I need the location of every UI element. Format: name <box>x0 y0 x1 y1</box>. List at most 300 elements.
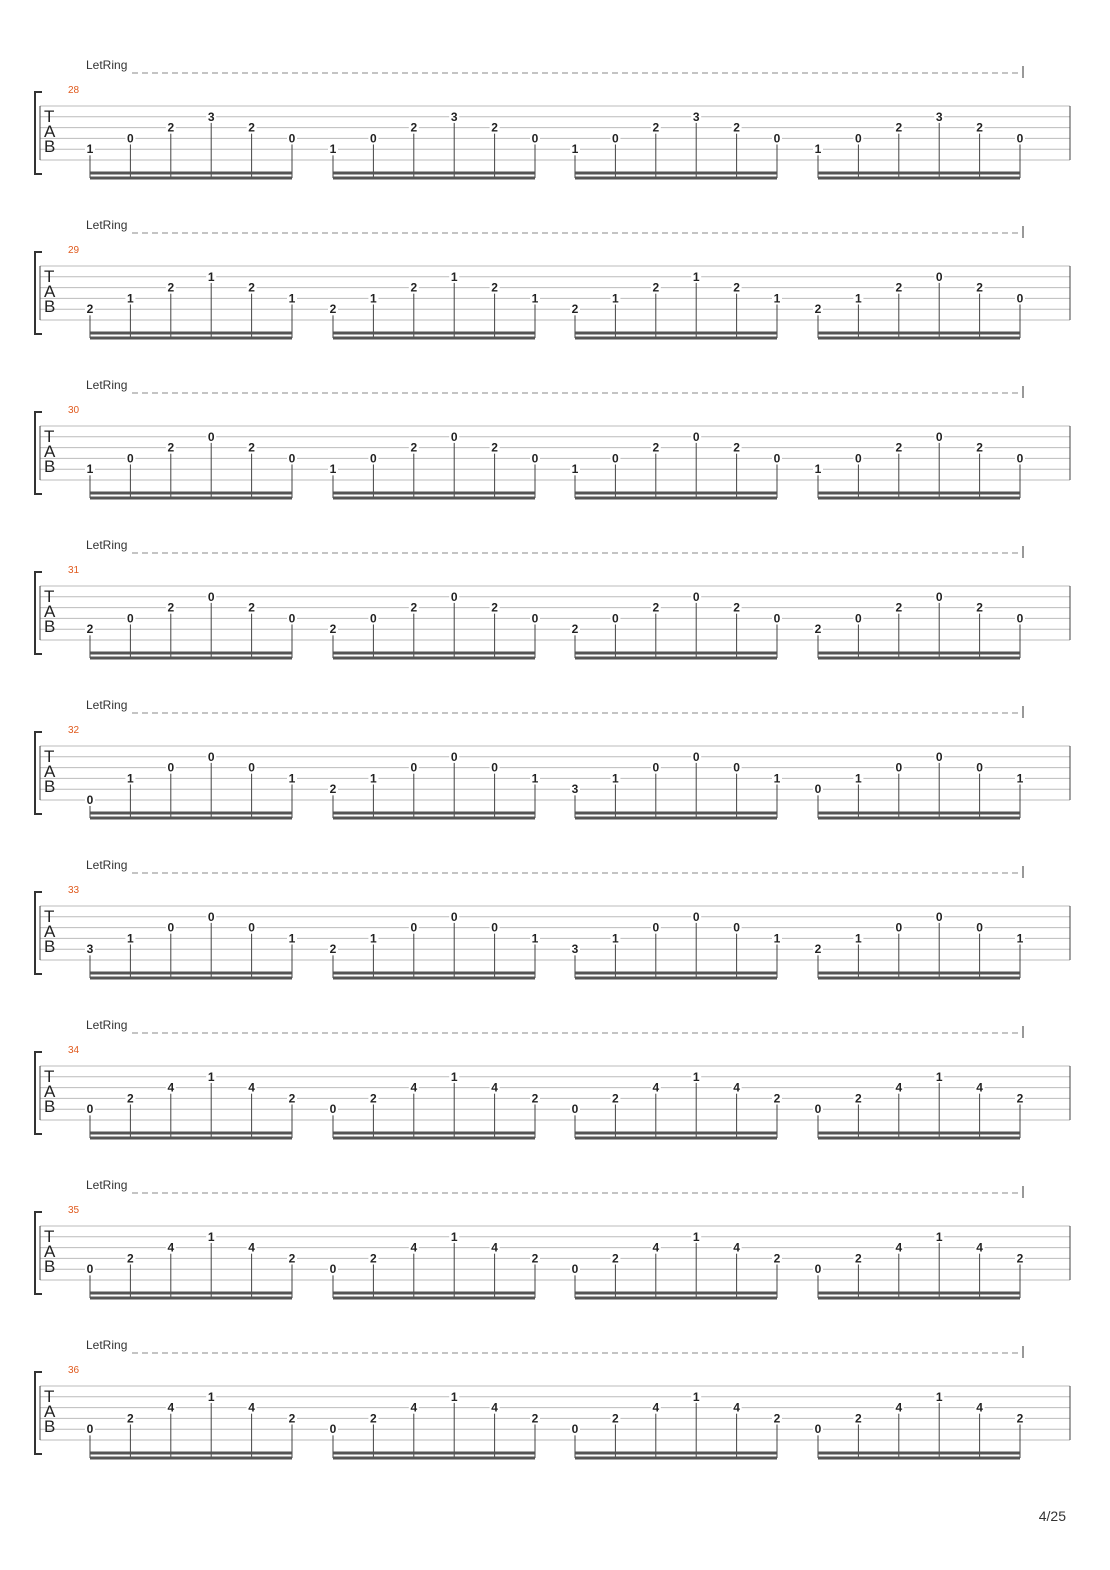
fret-number: 0 <box>329 1262 337 1277</box>
fret-number: 2 <box>733 440 740 455</box>
fret-number: 0 <box>86 1422 94 1437</box>
fret-number: 0 <box>935 429 943 444</box>
fret-number: 0 <box>491 920 498 935</box>
fret-number: 0 <box>692 909 700 924</box>
measure-number: 29 <box>68 245 80 256</box>
let-ring-label: LetRing <box>86 58 128 72</box>
system-bracket <box>35 572 42 654</box>
beam <box>575 1292 777 1295</box>
tab-clef-letter: T <box>44 1067 55 1086</box>
beam <box>818 492 1020 495</box>
fret-number: 1 <box>1016 931 1024 946</box>
page-number: 4/25 <box>1038 1508 1066 1524</box>
beam <box>333 657 535 660</box>
fret-number: 1 <box>288 931 296 946</box>
tab-clef-letter: T <box>44 107 55 126</box>
fret-number: 0 <box>127 611 134 626</box>
tab-clef-letter: T <box>44 1227 55 1246</box>
fret-number: 0 <box>1016 451 1024 466</box>
tab-system <box>0 698 1110 858</box>
fret-number: 4 <box>652 1400 660 1415</box>
tab-clef-letter: T <box>44 267 55 286</box>
beam <box>818 1132 1020 1135</box>
fret-number: 2 <box>814 622 822 637</box>
measure-number: 36 <box>68 1365 80 1376</box>
fret-number: 2 <box>329 622 337 637</box>
beam <box>818 812 1020 815</box>
beam <box>333 172 535 175</box>
fret-number: 0 <box>450 429 458 444</box>
tab-clef-letter: B <box>44 457 56 476</box>
beam <box>818 977 1020 980</box>
tab-staff <box>0 1018 1110 1178</box>
fret-number: 1 <box>450 269 458 284</box>
beam <box>818 657 1020 660</box>
beam <box>818 177 1020 180</box>
fret-number: 0 <box>531 131 539 146</box>
beam <box>333 1452 535 1455</box>
fret-number: 1 <box>207 269 215 284</box>
beam <box>575 1132 777 1135</box>
let-ring-label: LetRing <box>86 218 128 232</box>
fret-number: 2 <box>652 600 660 615</box>
let-ring-label: LetRing <box>86 1338 128 1352</box>
beam <box>575 497 777 500</box>
fret-number: 0 <box>1016 611 1024 626</box>
system-bracket <box>35 252 42 334</box>
fret-number: 0 <box>370 131 377 146</box>
fret-number: 4 <box>976 1400 983 1415</box>
fret-number: 1 <box>612 931 619 946</box>
fret-number: 1 <box>288 291 296 306</box>
beam <box>333 1132 535 1135</box>
fret-number: 4 <box>167 1240 175 1255</box>
tab-clef-letter: A <box>44 1082 56 1101</box>
fret-number: 2 <box>410 120 418 135</box>
fret-number: 1 <box>127 931 134 946</box>
tab-clef-letter: A <box>44 602 56 621</box>
fret-number: 4 <box>733 1400 740 1415</box>
beam <box>90 1132 292 1135</box>
fret-number: 0 <box>814 782 822 797</box>
fret-number: 2 <box>1016 1091 1024 1106</box>
fret-number: 3 <box>935 109 943 124</box>
fret-number: 0 <box>370 611 377 626</box>
beam <box>90 1292 292 1295</box>
fret-number: 0 <box>814 1102 822 1117</box>
tab-system <box>0 378 1110 538</box>
fret-number: 2 <box>571 302 579 317</box>
fret-number: 2 <box>976 440 983 455</box>
beam <box>333 177 535 180</box>
fret-number: 2 <box>855 1091 862 1106</box>
tab-staff <box>0 378 1110 538</box>
fret-number: 0 <box>450 909 458 924</box>
let-ring-label: LetRing <box>86 1018 128 1032</box>
fret-number: 0 <box>692 429 700 444</box>
beam <box>575 812 777 815</box>
beam <box>575 817 777 820</box>
measure-number: 32 <box>68 725 80 736</box>
fret-number: 0 <box>248 760 255 775</box>
fret-number: 1 <box>571 462 579 477</box>
fret-number: 0 <box>773 451 781 466</box>
fret-number: 1 <box>773 291 781 306</box>
fret-number: 1 <box>450 1229 458 1244</box>
beam <box>333 1457 535 1460</box>
fret-number: 1 <box>86 462 94 477</box>
beam <box>90 1137 292 1140</box>
tab-system <box>0 1018 1110 1178</box>
fret-number: 0 <box>571 1262 579 1277</box>
fret-number: 1 <box>288 771 296 786</box>
measure-number: 33 <box>68 885 80 896</box>
tab-system <box>0 538 1110 698</box>
tab-clef-letter: B <box>44 1417 56 1436</box>
fret-number: 2 <box>248 120 255 135</box>
tab-system <box>0 858 1110 1018</box>
beam <box>333 812 535 815</box>
fret-number: 1 <box>370 291 377 306</box>
fret-number: 3 <box>571 942 579 957</box>
beam <box>333 1297 535 1300</box>
fret-number: 0 <box>692 749 700 764</box>
fret-number: 0 <box>855 611 862 626</box>
tab-clef-letter: A <box>44 442 56 461</box>
beam <box>90 172 292 175</box>
fret-number: 2 <box>855 1251 862 1266</box>
system-bracket <box>35 1212 42 1294</box>
beam <box>575 1457 777 1460</box>
fret-number: 0 <box>127 451 134 466</box>
fret-number: 0 <box>935 749 943 764</box>
fret-number: 2 <box>329 942 337 957</box>
fret-number: 4 <box>410 1400 418 1415</box>
tab-clef-letter: A <box>44 922 56 941</box>
fret-number: 1 <box>329 462 337 477</box>
fret-number: 2 <box>814 302 822 317</box>
fret-number: 2 <box>248 440 255 455</box>
fret-number: 2 <box>491 440 498 455</box>
fret-number: 1 <box>370 931 377 946</box>
fret-number: 4 <box>491 1240 498 1255</box>
fret-number: 1 <box>692 1229 700 1244</box>
fret-number: 2 <box>773 1411 781 1426</box>
beam <box>818 1297 1020 1300</box>
fret-number: 4 <box>491 1080 498 1095</box>
fret-number: 4 <box>167 1080 175 1095</box>
beam <box>90 652 292 655</box>
fret-number: 0 <box>167 920 175 935</box>
beam <box>333 332 535 335</box>
tab-staff <box>0 1178 1110 1338</box>
fret-number: 0 <box>531 451 539 466</box>
fret-number: 0 <box>895 920 903 935</box>
fret-number: 2 <box>976 120 983 135</box>
beam <box>333 977 535 980</box>
tab-clef-letter: A <box>44 282 56 301</box>
tab-system <box>0 1178 1110 1338</box>
fret-number: 4 <box>491 1400 498 1415</box>
system-bracket <box>35 412 42 494</box>
fret-number: 0 <box>1016 131 1024 146</box>
fret-number: 3 <box>571 782 579 797</box>
fret-number: 2 <box>531 1251 539 1266</box>
fret-number: 2 <box>733 120 740 135</box>
tab-clef-letter: A <box>44 122 56 141</box>
fret-number: 4 <box>733 1240 740 1255</box>
tab-system <box>0 58 1110 218</box>
fret-number: 0 <box>855 131 862 146</box>
fret-number: 4 <box>652 1080 660 1095</box>
tab-staff <box>0 1338 1110 1498</box>
fret-number: 2 <box>86 622 94 637</box>
fret-number: 2 <box>895 280 903 295</box>
beam <box>90 812 292 815</box>
measure-number: 34 <box>68 1045 80 1056</box>
tab-clef-letter: T <box>44 907 55 926</box>
fret-number: 2 <box>370 1091 377 1106</box>
fret-number: 3 <box>86 942 94 957</box>
beam <box>818 332 1020 335</box>
fret-number: 2 <box>976 280 983 295</box>
beam <box>818 652 1020 655</box>
fret-number: 1 <box>855 291 862 306</box>
tab-staff <box>0 858 1110 1018</box>
fret-number: 0 <box>288 131 296 146</box>
fret-number: 2 <box>612 1251 619 1266</box>
beam <box>90 492 292 495</box>
fret-number: 0 <box>612 611 619 626</box>
beam <box>90 817 292 820</box>
fret-number: 1 <box>692 1069 700 1084</box>
fret-number: 2 <box>248 280 255 295</box>
tab-clef-letter: B <box>44 297 56 316</box>
tab-clef-letter: A <box>44 1242 56 1261</box>
fret-number: 1 <box>127 771 134 786</box>
fret-number: 2 <box>773 1091 781 1106</box>
fret-number: 1 <box>692 269 700 284</box>
beam <box>818 972 1020 975</box>
fret-number: 0 <box>814 1262 822 1277</box>
fret-number: 2 <box>248 600 255 615</box>
fret-number: 1 <box>450 1069 458 1084</box>
system-bracket <box>35 92 42 174</box>
fret-number: 0 <box>207 429 215 444</box>
fret-number: 2 <box>895 120 903 135</box>
tab-system <box>0 1338 1110 1498</box>
fret-number: 0 <box>612 451 619 466</box>
beam <box>90 337 292 340</box>
fret-number: 0 <box>571 1102 579 1117</box>
fret-number: 1 <box>207 1229 215 1244</box>
fret-number: 2 <box>410 440 418 455</box>
fret-number: 1 <box>450 1389 458 1404</box>
fret-number: 2 <box>895 600 903 615</box>
fret-number: 0 <box>652 760 660 775</box>
fret-number: 2 <box>491 280 498 295</box>
fret-number: 0 <box>773 611 781 626</box>
fret-number: 2 <box>531 1091 539 1106</box>
fret-number: 0 <box>207 909 215 924</box>
tab-clef-letter: T <box>44 747 55 766</box>
fret-number: 0 <box>935 269 943 284</box>
fret-number: 1 <box>531 291 539 306</box>
fret-number: 1 <box>86 142 94 157</box>
fret-number: 4 <box>895 1240 903 1255</box>
fret-number: 4 <box>410 1080 418 1095</box>
beam <box>333 972 535 975</box>
fret-number: 0 <box>935 589 943 604</box>
fret-number: 2 <box>370 1251 377 1266</box>
fret-number: 2 <box>288 1411 296 1426</box>
fret-number: 2 <box>773 1251 781 1266</box>
fret-number: 3 <box>207 109 215 124</box>
beam <box>818 1457 1020 1460</box>
system-bracket <box>35 732 42 814</box>
fret-number: 0 <box>612 131 619 146</box>
fret-number: 4 <box>652 1240 660 1255</box>
fret-number: 0 <box>935 909 943 924</box>
fret-number: 0 <box>855 451 862 466</box>
fret-number: 0 <box>733 760 740 775</box>
tab-clef-letter: B <box>44 617 56 636</box>
beam <box>575 652 777 655</box>
fret-number: 0 <box>167 760 175 775</box>
fret-number: 2 <box>329 782 337 797</box>
fret-number: 1 <box>531 931 539 946</box>
fret-number: 0 <box>127 131 134 146</box>
fret-number: 2 <box>652 120 660 135</box>
beam <box>818 497 1020 500</box>
measure-number: 35 <box>68 1205 80 1216</box>
fret-number: 0 <box>248 920 255 935</box>
beam <box>818 172 1020 175</box>
fret-number: 0 <box>410 760 418 775</box>
tab-staff <box>0 218 1110 378</box>
fret-number: 1 <box>329 142 337 157</box>
let-ring-label: LetRing <box>86 1178 128 1192</box>
beam <box>575 492 777 495</box>
fret-number: 2 <box>288 1091 296 1106</box>
fret-number: 0 <box>814 1422 822 1437</box>
fret-number: 2 <box>127 1411 134 1426</box>
beam <box>333 497 535 500</box>
fret-number: 0 <box>288 451 296 466</box>
fret-number: 0 <box>652 920 660 935</box>
fret-number: 0 <box>976 760 983 775</box>
fret-number: 2 <box>571 622 579 637</box>
fret-number: 3 <box>450 109 458 124</box>
fret-number: 1 <box>207 1389 215 1404</box>
fret-number: 0 <box>1016 291 1024 306</box>
fret-number: 4 <box>733 1080 740 1095</box>
fret-number: 0 <box>410 920 418 935</box>
fret-number: 0 <box>329 1102 337 1117</box>
fret-number: 2 <box>370 1411 377 1426</box>
let-ring-label: LetRing <box>86 378 128 392</box>
fret-number: 1 <box>935 1069 943 1084</box>
fret-number: 4 <box>248 1080 255 1095</box>
beam <box>333 1137 535 1140</box>
measure-number: 31 <box>68 565 80 576</box>
fret-number: 0 <box>773 131 781 146</box>
fret-number: 2 <box>652 280 660 295</box>
fret-number: 2 <box>733 600 740 615</box>
fret-number: 2 <box>410 280 418 295</box>
beam <box>333 1292 535 1295</box>
tab-staff <box>0 698 1110 858</box>
tab-clef-letter: T <box>44 1387 55 1406</box>
beam <box>90 332 292 335</box>
tab-clef-letter: B <box>44 137 56 156</box>
fret-number: 0 <box>329 1422 337 1437</box>
fret-number: 2 <box>127 1091 134 1106</box>
tab-clef-letter: A <box>44 1402 56 1421</box>
beam <box>575 1452 777 1455</box>
fret-number: 2 <box>167 280 175 295</box>
fret-number: 1 <box>571 142 579 157</box>
fret-number: 0 <box>491 760 498 775</box>
beam <box>818 817 1020 820</box>
fret-number: 1 <box>855 931 862 946</box>
fret-number: 0 <box>86 793 94 807</box>
beam <box>90 1297 292 1300</box>
system-bracket <box>35 892 42 974</box>
fret-number: 0 <box>288 611 296 626</box>
system-bracket <box>35 1052 42 1134</box>
fret-number: 2 <box>127 1251 134 1266</box>
fret-number: 1 <box>207 1069 215 1084</box>
tab-clef-letter: T <box>44 427 55 446</box>
fret-number: 2 <box>288 1251 296 1266</box>
fret-number: 0 <box>207 749 215 764</box>
fret-number: 2 <box>976 600 983 615</box>
beam <box>90 977 292 980</box>
fret-number: 2 <box>1016 1411 1024 1426</box>
fret-number: 4 <box>167 1400 175 1415</box>
let-ring-label: LetRing <box>86 858 128 872</box>
beam <box>818 1137 1020 1140</box>
fret-number: 0 <box>895 760 903 775</box>
fret-number: 2 <box>531 1411 539 1426</box>
let-ring-label: LetRing <box>86 698 128 712</box>
beam <box>575 972 777 975</box>
tab-clef-letter: A <box>44 762 56 781</box>
fret-number: 0 <box>692 589 700 604</box>
fret-number: 2 <box>491 600 498 615</box>
beam <box>90 177 292 180</box>
fret-number: 4 <box>410 1240 418 1255</box>
fret-number: 2 <box>491 120 498 135</box>
beam <box>333 492 535 495</box>
fret-number: 2 <box>895 440 903 455</box>
fret-number: 1 <box>935 1389 943 1404</box>
fret-number: 0 <box>207 589 215 604</box>
fret-number: 2 <box>410 600 418 615</box>
fret-number: 0 <box>976 920 983 935</box>
beam <box>90 1457 292 1460</box>
beam <box>90 972 292 975</box>
fret-number: 3 <box>692 109 700 124</box>
fret-number: 2 <box>329 302 337 317</box>
beam <box>575 657 777 660</box>
fret-number: 2 <box>1016 1251 1024 1266</box>
beam <box>575 1297 777 1300</box>
fret-number: 1 <box>814 462 822 477</box>
fret-number: 2 <box>652 440 660 455</box>
measure-number: 30 <box>68 405 80 416</box>
